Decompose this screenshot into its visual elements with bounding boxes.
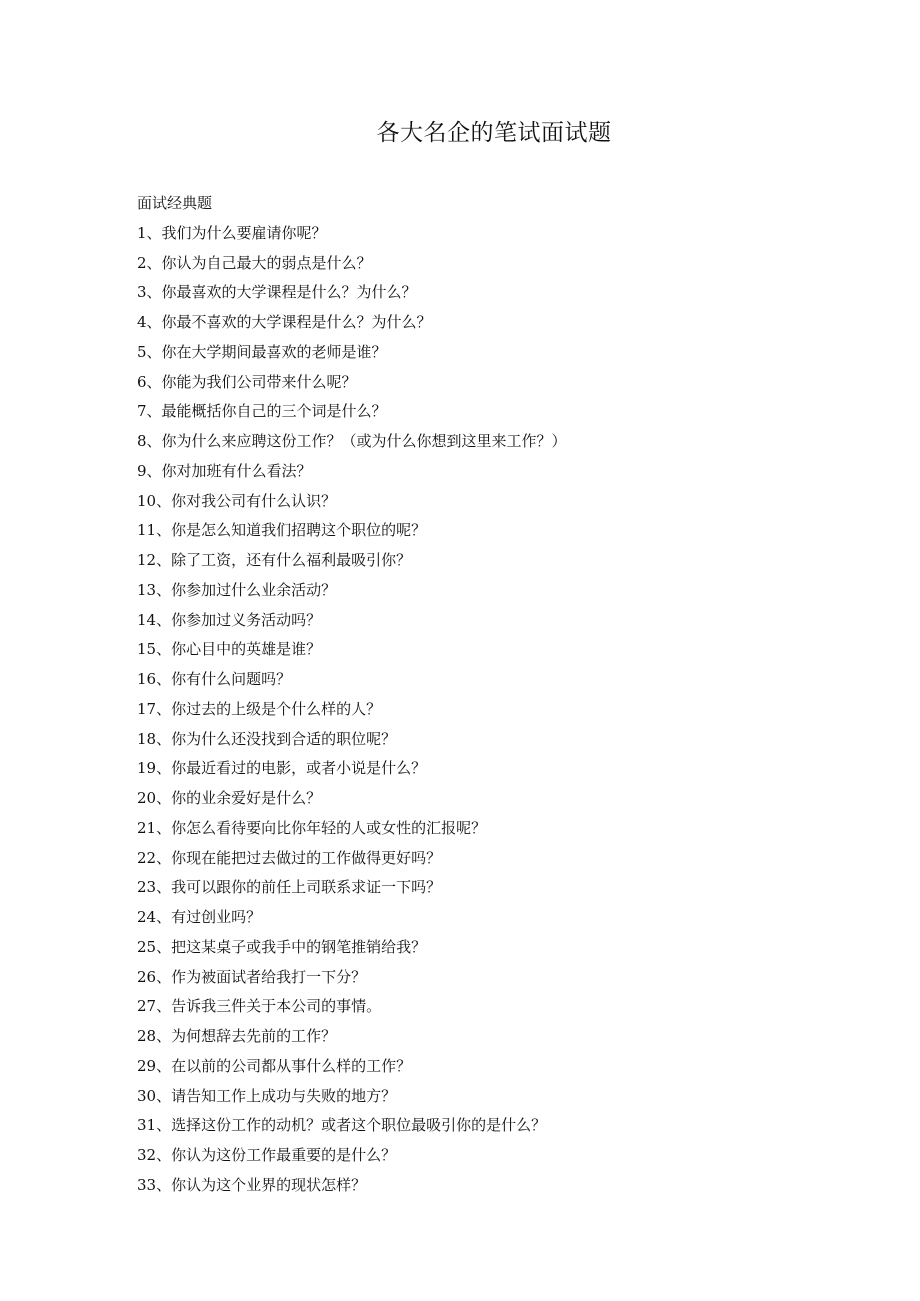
question-item: 14、你参加过义务活动吗？	[137, 610, 322, 629]
question-item: 9、你对加班有什么看法？	[137, 461, 312, 480]
question-item: 26、作为被面试者给我打一下分？	[137, 967, 367, 986]
question-item: 12、除了工资，还有什么福利最吸引你？	[137, 551, 412, 569]
question-item: 20、你的业余爱好是什么？	[137, 789, 322, 807]
question-item: 33、你认为这个业界的现状怎样？	[137, 1175, 367, 1194]
question-item: 5、你在大学期间最喜欢的老师是谁？	[137, 342, 387, 361]
question-item: 2、你认为自己最大的弱点是什么？	[137, 253, 372, 272]
question-item: 15、你心目中的英雄是谁？	[137, 640, 322, 659]
question-item: 17、你过去的上级是个什么样的人？	[137, 699, 382, 718]
document-body	[137, 189, 897, 1201]
question-item: 6、你能为我们公司带来什么呢？	[137, 372, 357, 391]
question-item: 19、你最近看过的电影，或者小说是什么？	[137, 759, 427, 778]
question-item: 7、最能概括你自己的三个词是什么？	[137, 402, 387, 421]
question-item: 31、选择这份工作的动机？或者这个职位最吸引你的是什么？	[137, 1116, 547, 1135]
question-item: 11、你是怎么知道我们招聘这个职位的呢？	[137, 521, 427, 540]
question-item: 13、你参加过什么业余活动？	[137, 580, 337, 599]
question-item: 8、你为什么来应聘这份工作？（或为什么你想到这里来工作？）	[137, 432, 567, 450]
question-item: 25、把这某桌子或我手中的钢笔推销给我？	[137, 937, 427, 956]
section-heading: 面试经典题	[137, 194, 213, 212]
question-item: 16、你有什么问题吗？	[137, 670, 292, 688]
question-item: 1、我们为什么要雇请你呢？	[137, 223, 327, 242]
question-item: 4、你最不喜欢的大学课程是什么？为什么？	[137, 313, 432, 331]
question-item: 29、在以前的公司都从事什么样的工作？	[137, 1056, 412, 1075]
question-item: 3、你最喜欢的大学课程是什么？为什么？	[137, 283, 417, 302]
question-item: 23、我可以跟你的前任上司联系求证一下吗？	[137, 878, 442, 897]
question-item: 24、有过创业吗？	[137, 908, 262, 926]
question-list	[137, 219, 897, 1201]
question-item: 27、告诉我三件关于本公司的事情。	[137, 997, 382, 1016]
question-item: 21、你怎么看待要向比你年轻的人或女性的汇报呢？	[137, 818, 487, 837]
question-item: 32、你认为这份工作最重要的是什么？	[137, 1146, 397, 1164]
question-item: 30、请告知工作上成功与失败的地方？	[137, 1086, 397, 1105]
question-item: 18、你为什么还没找到合适的职位呢？	[137, 729, 397, 748]
page-title: 各大名企的笔试面试题	[376, 120, 612, 146]
question-item: 10、你对我公司有什么认识？	[137, 491, 337, 510]
question-item: 22、你现在能把过去做过的工作做得更好吗？	[137, 848, 442, 867]
question-item: 28、为何想辞去先前的工作？	[137, 1027, 337, 1045]
